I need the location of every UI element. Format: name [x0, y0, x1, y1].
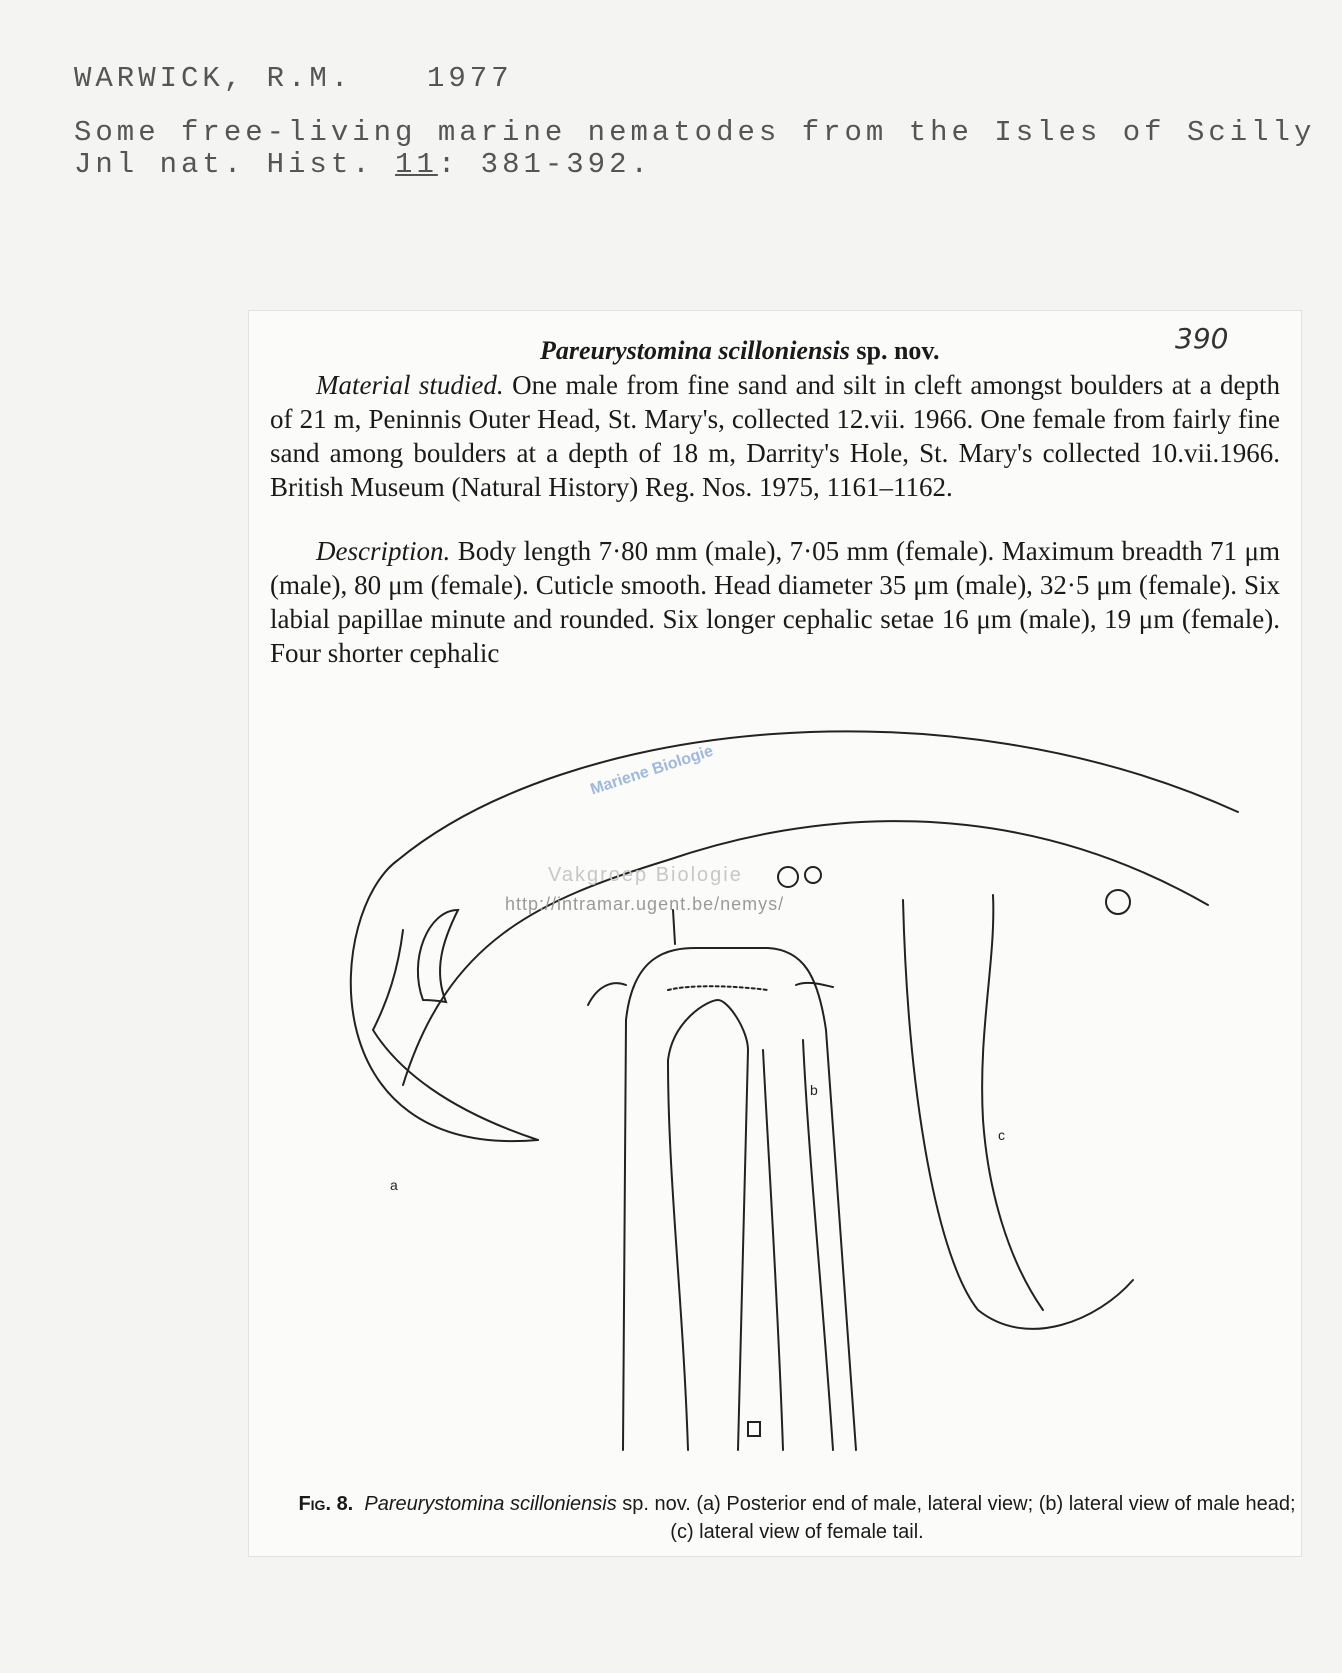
- papilla: [805, 867, 821, 883]
- handwritten-page-number: 390: [1175, 322, 1229, 355]
- paragraph-description: [270, 534, 1280, 670]
- watermark-name: Mariene Biologie: [588, 742, 716, 799]
- article-title: Some free-living marine nematodes from the Isles of Scilly: [74, 116, 1316, 149]
- year: 1977: [427, 62, 513, 95]
- species-name: Pareurystomina scilloniensis: [540, 336, 850, 365]
- caption-fig-label: Fig. 8.: [298, 1493, 354, 1515]
- male-body-inner: [403, 821, 1208, 1085]
- species-suffix: sp. nov.: [856, 336, 940, 365]
- male-body-outer: [351, 731, 1238, 1141]
- figure-label-c: c: [998, 1127, 1005, 1143]
- papilla: [1106, 890, 1130, 914]
- spicule: [418, 910, 458, 1002]
- figure-label-a: a: [390, 1177, 398, 1193]
- journal-prefix: Jnl nat. Hist.: [74, 148, 374, 181]
- author-line: WARWICK, R.M.: [74, 62, 353, 95]
- amphid: [748, 1422, 760, 1436]
- paragraph-lead: Material studied.: [316, 370, 504, 400]
- paragraph-text: Body length 7·80 mm (male), 7·05 mm (female). Maximum breadth 71 μm (male), 80 μm (female). Cuticle smooth. Head diameter 35 μm (male), 32·5 μm (female). Six labial papillae minute and rounded. Six longer cephalic setae 16 μm (male), 19 μm (female). Four shorter cephalic: [270, 536, 1280, 668]
- journal-citation: [74, 148, 652, 181]
- caption-text: sp. nov. (a) Posterior end of male, lateral view; (b) lateral view of male head; (c) lateral view of female tail.: [622, 1493, 1296, 1543]
- paragraph-material: [270, 368, 1280, 504]
- figure-label-b: b: [810, 1082, 818, 1098]
- female-tail-drawing: [903, 895, 1133, 1329]
- paragraph-lead: Description.: [316, 536, 451, 566]
- caption-species: Pareurystomina scilloniensis: [364, 1493, 617, 1515]
- papilla: [778, 867, 798, 887]
- watermark-url[interactable]: http://intramar.ugent.be/nemys/: [505, 894, 785, 914]
- figure-8-drawing: [248, 700, 1300, 1480]
- male-tail: [373, 930, 538, 1140]
- figure-caption: [292, 1490, 1302, 1546]
- paragraph-text: One male from fine sand and silt in cleft amongst boulders at a depth of 21 m, Peninnis Outer Head, St. Mary's, collected 12.vii. 1966. One female from fairly fine sand among boulders at a depth of 18 m, Darrity's Hole, St. Mary's collected 10.vii.1966. British Museum (Natural History) Reg. Nos. 1975, 1161–1162.: [270, 370, 1281, 502]
- watermark-group: Vakgroep Biologie: [548, 864, 743, 886]
- species-heading: [540, 336, 940, 366]
- pages: : 381-392.: [437, 148, 652, 181]
- volume: 11: [395, 148, 438, 181]
- male-head-drawing: [588, 910, 856, 1450]
